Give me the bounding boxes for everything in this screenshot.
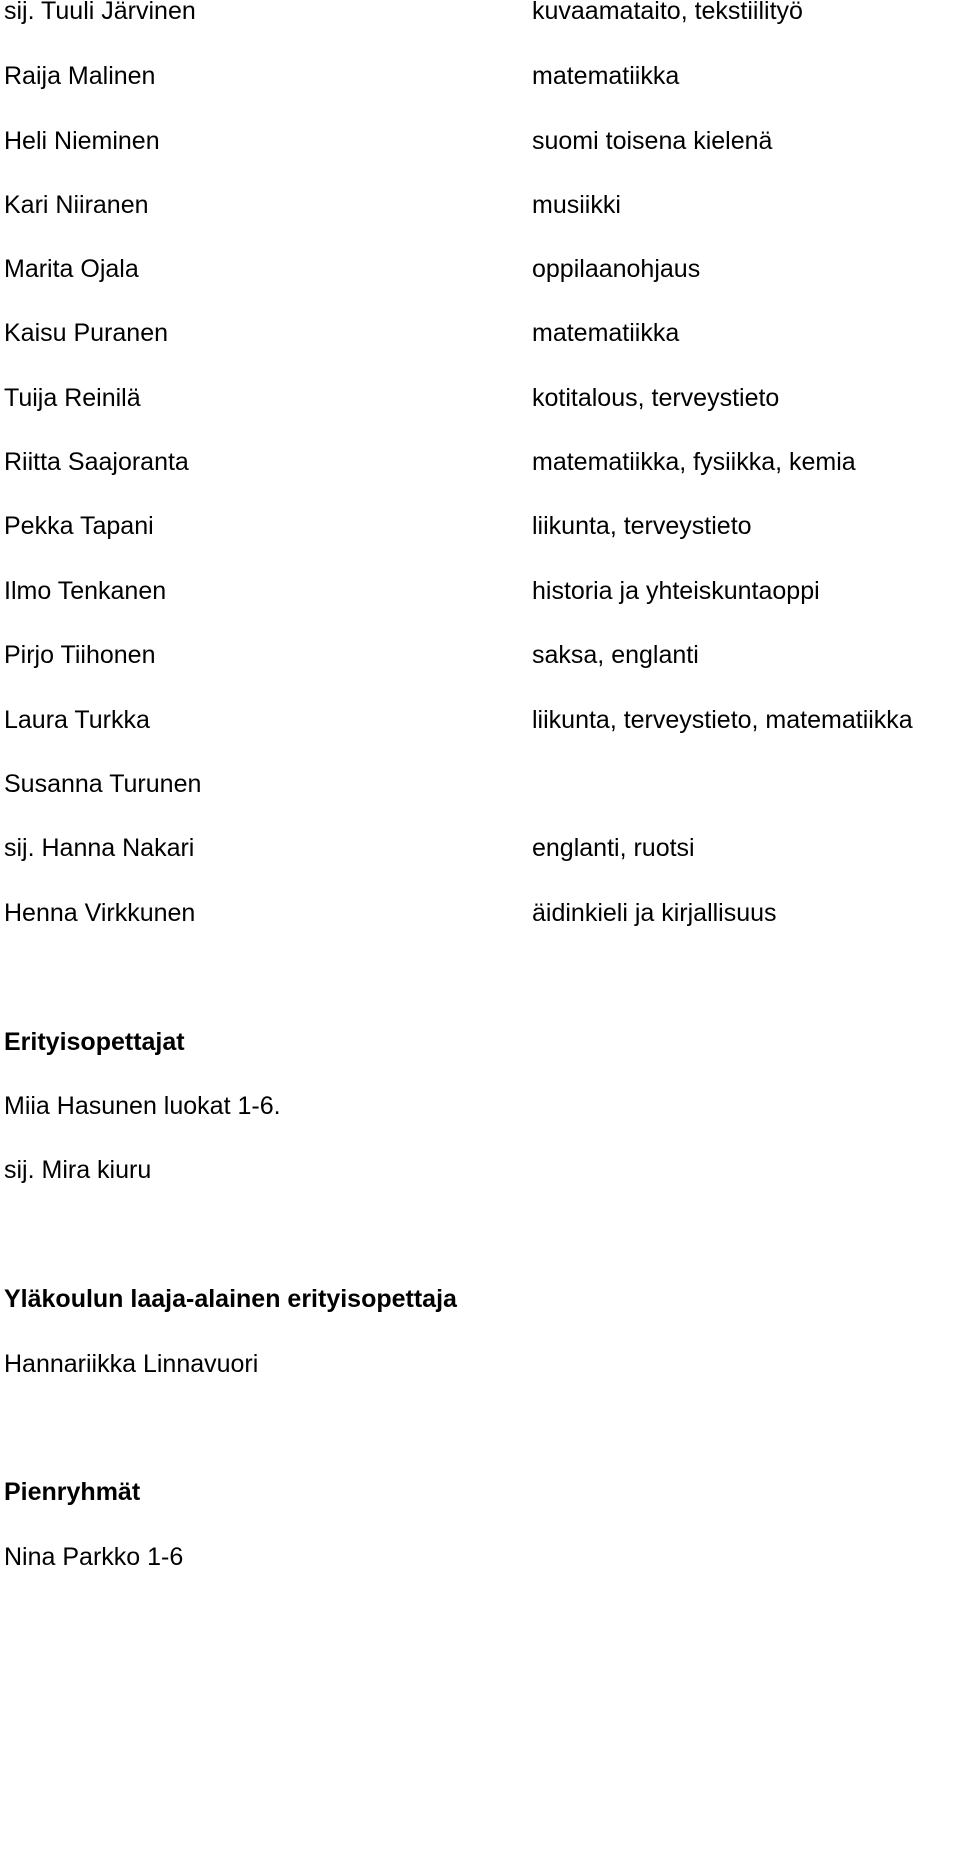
special-teacher-line: sij. Mira kiuru: [4, 1156, 152, 1184]
teacher-name: Susanna Turunen: [4, 770, 202, 798]
teacher-name: Kaisu Puranen: [4, 319, 169, 347]
small-group-teacher-line: Nina Parkko 1-6: [4, 1543, 184, 1571]
section-heading-special-teachers: Erityisopettajat: [4, 1028, 185, 1056]
teacher-name: Henna Virkkunen: [4, 899, 196, 927]
teacher-name: Raija Malinen: [4, 62, 156, 90]
teacher-name: Pirjo Tiihonen: [4, 641, 156, 669]
teacher-subject: kotitalous, terveystieto: [532, 384, 780, 412]
teacher-name: sij. Hanna Nakari: [4, 834, 195, 862]
teacher-name: Riitta Saajoranta: [4, 448, 189, 476]
teacher-name: Tuija Reinilä: [4, 384, 141, 412]
teacher-name: Marita Ojala: [4, 255, 139, 283]
teacher-name: Laura Turkka: [4, 706, 150, 734]
special-teacher-line: Miia Hasunen luokat 1-6.: [4, 1092, 281, 1120]
teacher-subject: liikunta, terveystieto: [532, 512, 752, 540]
teacher-subject: kuvaamataito, tekstiilityö: [532, 0, 803, 25]
teacher-subject: englanti, ruotsi: [532, 834, 695, 862]
teacher-name: Ilmo Tenkanen: [4, 577, 167, 605]
teacher-subject: matematiikka, fysiikka, kemia: [532, 448, 856, 476]
teacher-subject: musiikki: [532, 191, 621, 219]
teacher-subject: matematiikka: [532, 62, 680, 90]
teacher-name: sij. Tuuli Järvinen: [4, 0, 196, 25]
teacher-name: Kari Niiranen: [4, 191, 149, 219]
teacher-subject: oppilaanohjaus: [532, 255, 701, 283]
teacher-subject: äidinkieli ja kirjallisuus: [532, 899, 777, 927]
teacher-subject: matematiikka: [532, 319, 680, 347]
teacher-subject: saksa, englanti: [532, 641, 699, 669]
teacher-name: Heli Nieminen: [4, 127, 160, 155]
teacher-subject: liikunta, terveystieto, matematiikka: [532, 706, 913, 734]
teacher-name: Pekka Tapani: [4, 512, 154, 540]
upper-school-teacher-line: Hannariikka Linnavuori: [4, 1350, 259, 1378]
section-heading-small-groups: Pienryhmät: [4, 1478, 141, 1506]
section-heading-upper-school: Yläkoulun laaja-alainen erityisopettaja: [4, 1285, 457, 1313]
teacher-subject: suomi toisena kielenä: [532, 127, 773, 155]
teacher-subject: historia ja yhteiskuntaoppi: [532, 577, 820, 605]
